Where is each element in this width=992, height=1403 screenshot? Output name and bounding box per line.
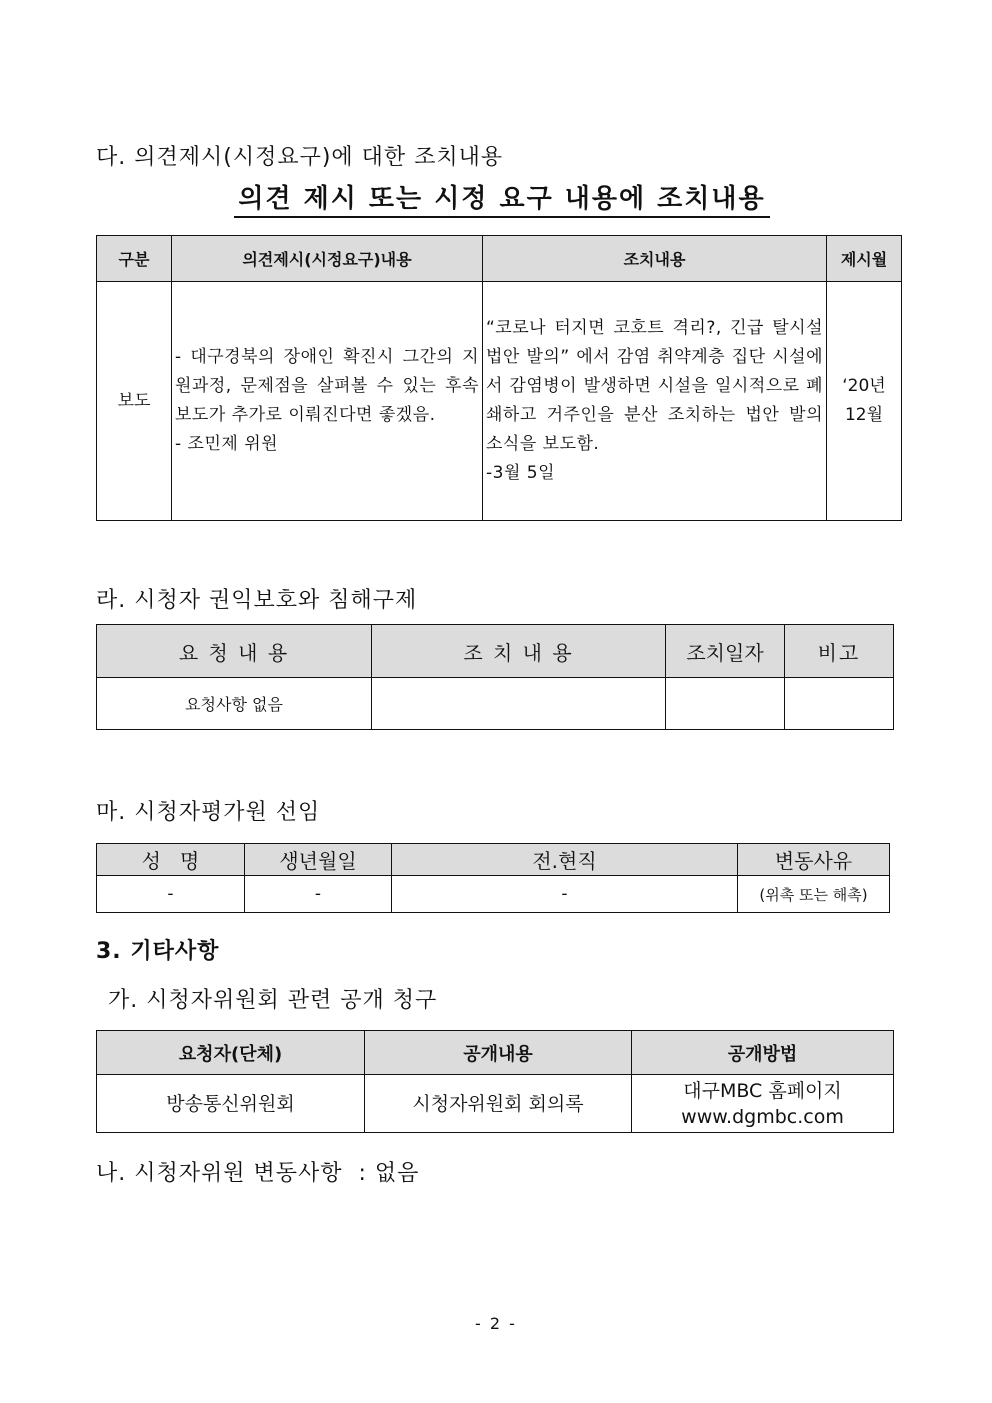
col-action-date: 조치일자 xyxy=(666,625,785,678)
cell-position: - xyxy=(392,876,738,913)
rights-table xyxy=(96,624,894,730)
cell-action xyxy=(372,678,666,730)
month-value: 12월 xyxy=(844,405,884,425)
cell-method xyxy=(632,1075,894,1133)
section-3-na-heading: 나. 시청자위원 변동사항 : 없음 xyxy=(96,1161,420,1186)
table-row xyxy=(97,282,902,521)
page-number: - 2 - xyxy=(475,1314,517,1333)
section-ra-heading: 라. 시청자 권익보호와 침해구제 xyxy=(96,588,418,613)
col-requester: 요청자(단체) xyxy=(97,1031,365,1075)
col-action: 조 치 내 용 xyxy=(372,625,666,678)
section-3-heading: 3. 기타사항 xyxy=(96,939,220,964)
col-action: 조치내용 xyxy=(483,236,827,282)
table-header-row xyxy=(97,844,890,876)
col-change-reason: 변동사유 xyxy=(738,844,890,876)
cell-change-reason: (위촉 또는 해촉) xyxy=(738,876,890,913)
cell-note xyxy=(785,678,894,730)
cell-action xyxy=(483,282,827,521)
opinion-author: - 조민제 위원 xyxy=(175,434,279,454)
cell-opinion xyxy=(172,282,483,521)
method-homepage: 대구MBC 홈페이지 xyxy=(683,1079,842,1102)
opinion-table xyxy=(96,235,902,521)
opinion-text: - 대구경북의 장애인 확진시 그간의 지원과정, 문제점을 살펴볼 수 있는 후속보도가 추가로 이뤄진다면 좋겠음. xyxy=(175,347,479,425)
table-header-row xyxy=(97,1031,894,1075)
col-category: 구분 xyxy=(97,236,172,282)
section-ma-heading: 마. 시청자평가원 선임 xyxy=(96,800,321,825)
cell-request: 요청사항 없음 xyxy=(97,678,372,730)
section-da-heading: 다. 의견제시(시정요구)에 대한 조치내용 xyxy=(96,145,504,170)
col-method: 공개방법 xyxy=(632,1031,894,1075)
col-note: 비고 xyxy=(785,625,894,678)
cell-requester: 방송통신위원회 xyxy=(97,1075,365,1133)
col-content: 공개내용 xyxy=(365,1031,632,1075)
col-position: 전.현직 xyxy=(392,844,738,876)
disclosure-table xyxy=(96,1030,894,1133)
action-text: “코로나 터지면 코호트 격리?, 긴급 탈시설 법안 발의” 에서 감염 취약계층 집단 시설에서 감염병이 발생하면 시설을 일시적으로 폐쇄하고 거주인을 분산 조치하는 법안 발의 소식을 보도함. xyxy=(486,318,823,454)
cell-action-date xyxy=(666,678,785,730)
method-url: www.dgmbc.com xyxy=(681,1105,844,1128)
evaluator-table xyxy=(96,843,890,913)
cell-content: 시청자위원회 회의록 xyxy=(365,1075,632,1133)
col-birthdate: 생년월일 xyxy=(245,844,392,876)
col-month: 제시월 xyxy=(827,236,902,282)
table-row xyxy=(97,678,894,730)
cell-name: - xyxy=(97,876,245,913)
action-date: -3월 5일 xyxy=(486,463,556,483)
table-header-row xyxy=(97,625,894,678)
cell-category: 보도 xyxy=(97,282,172,521)
section-3-ga-heading: 가. 시청자위원회 관련 공개 청구 xyxy=(108,988,438,1013)
table-row xyxy=(97,876,890,913)
col-name: 성 명 xyxy=(97,844,245,876)
table-header-row xyxy=(97,236,902,282)
month-year: ‘20년 xyxy=(842,376,886,396)
cell-month xyxy=(827,282,902,521)
col-request: 요 청 내 용 xyxy=(97,625,372,678)
table-row xyxy=(97,1075,894,1133)
col-opinion: 의견제시(시정요구)내용 xyxy=(172,236,483,282)
cell-birthdate: - xyxy=(245,876,392,913)
document-title: 의견 제시 또는 시정 요구 내용에 조치내용 xyxy=(0,178,992,215)
